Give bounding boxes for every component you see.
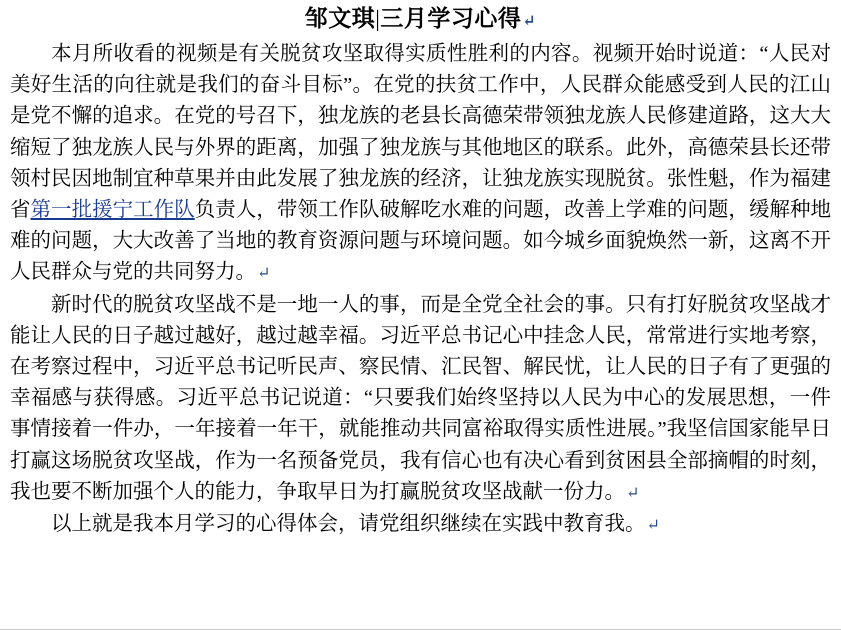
paragraph-3-text: 以上就是我本月学习的心得体会，请党组织继续在实践中教育我。 — [51, 513, 646, 536]
title-subject: 三月学习心得 — [380, 6, 522, 31]
paragraph-2-text: 新时代的脱贫攻坚战不是一地一人的事，而是全党全社会的事。只有打好脱贫攻坚战才能让人民的日子越过越好，越过越幸福。习近平总书记心中挂念人民，常常进行实地考察，在考察过程中，习近平总书记听民声、察民情、汇民智、解民忧，让人民的日子有了更强的幸福感与获得感。习近平总书记说道：“只要我们始终坚持以人民为中心的发展思想，一件事情接着一件办，一年接着一年干，就能推动共同富裕取得实质性进展。”我坚信国家能早日打赢这场脱贫攻坚战，作为一名预备党员，我有信心也有决心看到贫困县全部摘帽的时刻，我也要不断加强个人的能力，争取早日为打赢脱贫攻坚战献一份力。 — [10, 293, 831, 503]
paragraph-mark-icon: ↵ — [257, 265, 271, 283]
paragraph-3 — [10, 509, 831, 541]
paragraph-1 — [10, 39, 831, 290]
title-author: 邹文琪 — [304, 6, 376, 31]
paragraph-1-text-b: 负责人，带领工作队破解吃水难的问题，改善上学难的问题，缓解种地难的问题，大大改善了当地的教育资源问题与环境问题。如今城乡面貌焕然一新，这离不开人民群众与党的共同努力。 — [10, 199, 832, 284]
paragraph-2 — [10, 290, 831, 509]
paragraph-mark-icon: ↵ — [522, 13, 537, 30]
page-title — [10, 4, 831, 37]
paragraph-mark-icon: ↵ — [646, 517, 660, 535]
title-separator: | — [375, 6, 381, 31]
paragraph-1-text-a: 本月所收看的视频是有关脱贫攻坚取得实质性胜利的内容。视频开始时说道：“人民对美好生活的向往就是我们的奋斗目标”。在党的扶贫工作中，人民群众能感受到人民的江山是党不懈的追求。在党的号召下，独龙族的老县长高德荣带领独龙族人民修建道路，这大大缩短了独龙族人民与外界的距离，加强了独龙族与其他地区的联系。此外，高德荣县长还带领村民因地制宜种草果并由此发展了独龙族的经济，让独龙族实现脱贫。张性魁，作为福建省 — [10, 43, 831, 222]
hyperlink-first-ningxia-support-team[interactable]: 第一批援宁工作队 — [30, 199, 195, 222]
paragraph-mark-icon: ↵ — [626, 484, 640, 502]
